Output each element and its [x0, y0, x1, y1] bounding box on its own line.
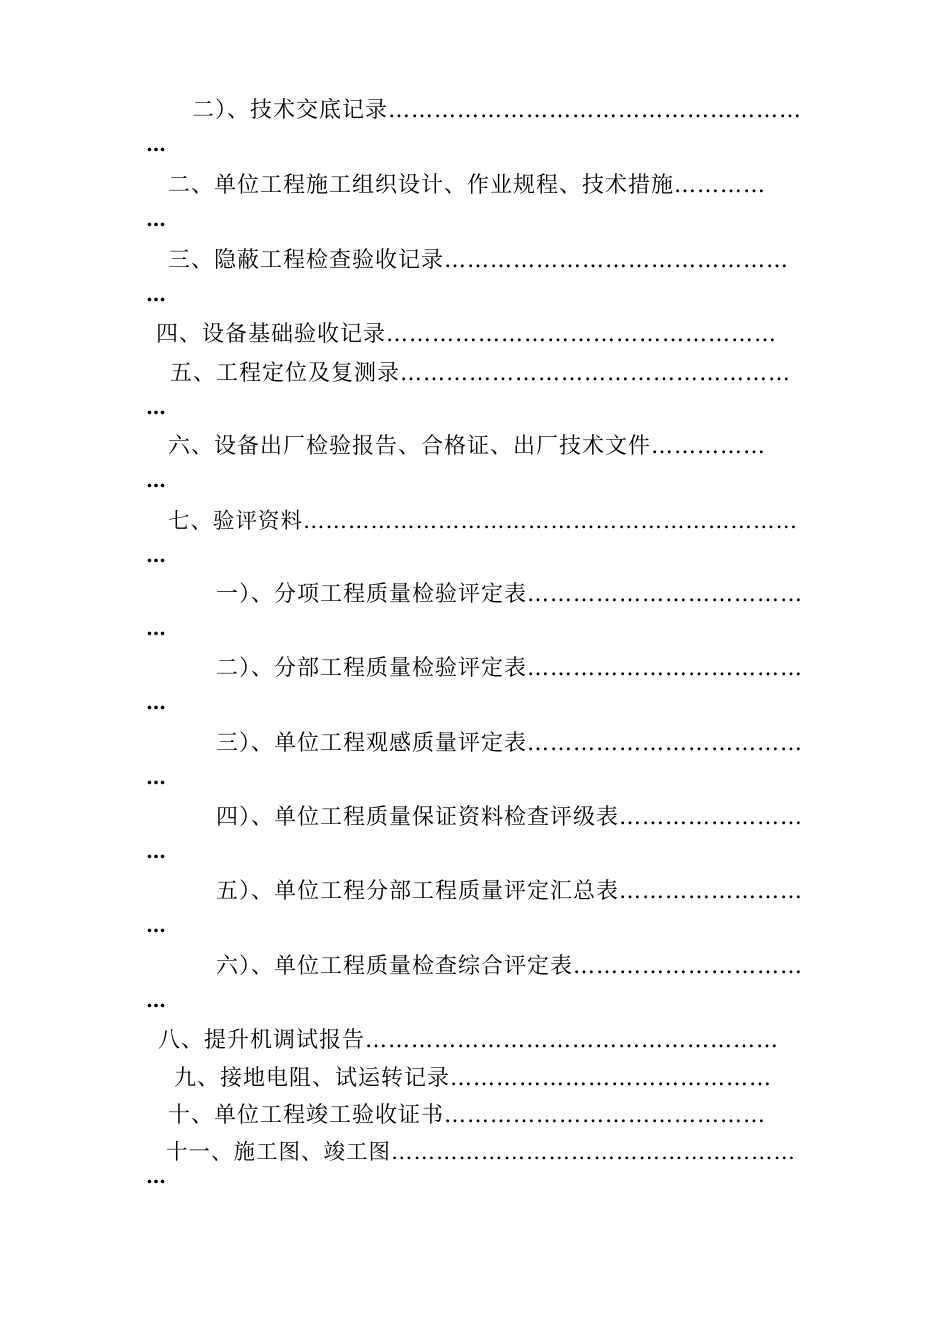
toc-entry: 六）、单位工程质量检查综合评定表…………………………	[216, 954, 804, 979]
toc-entry: 三、隐蔽工程检查验收记录………………………………………	[168, 248, 790, 273]
toc-entry: 二、单位工程施工组织设计、作业规程、技术措施…………	[168, 173, 767, 198]
toc-entry-continuation: …	[146, 616, 166, 640]
toc-entry: 八、提升机调试报告………………………………………………	[158, 1028, 780, 1053]
toc-entry: 三）、单位工程观感质量评定表………………………………	[216, 731, 804, 756]
toc-entry: 五）、单位工程分部工程质量评定汇总表……………………	[216, 879, 804, 904]
toc-entry-continuation: …	[146, 282, 166, 306]
toc-entry: 四、设备基础验收记录……………………………………………	[156, 322, 778, 347]
toc-entry-continuation: …	[146, 988, 166, 1012]
toc-entry-continuation: …	[146, 690, 166, 714]
toc-entry: 四）、单位工程质量保证资料检查评级表……………………	[216, 805, 804, 830]
toc-entry: 七、验评资料…………………………………………………………	[168, 509, 799, 534]
toc-entry-continuation: …	[146, 468, 166, 492]
toc-entry-continuation: …	[146, 395, 166, 419]
toc-entry-continuation: …	[146, 1164, 166, 1188]
toc-entry-continuation: …	[146, 765, 166, 789]
toc-entry: 十、单位工程竣工验收证书……………………………………	[168, 1103, 767, 1128]
toc-entry-continuation: …	[146, 132, 166, 156]
toc-entry: 十一、施工图、竣工图………………………………………………	[166, 1140, 797, 1165]
toc-entry-continuation: …	[146, 839, 166, 863]
toc-entry-continuation: …	[146, 913, 166, 937]
toc-entry-continuation: …	[146, 543, 166, 567]
toc-entry: 二）、分部工程质量检验评定表………………………………	[216, 656, 804, 681]
toc-entry: 六、设备出厂检验报告、合格证、出厂技术文件……………	[168, 434, 767, 459]
toc-entry: 二）、技术交底记录………………………………………………	[192, 98, 803, 123]
toc-entry: 九、接地电阻、试运转记录……………………………………	[174, 1066, 773, 1091]
toc-entry: 五、工程定位及复测录……………………………………………	[170, 361, 792, 386]
toc-entry: 一）、分项工程质量检验评定表………………………………	[216, 582, 804, 607]
toc-entry-continuation: …	[146, 207, 166, 231]
